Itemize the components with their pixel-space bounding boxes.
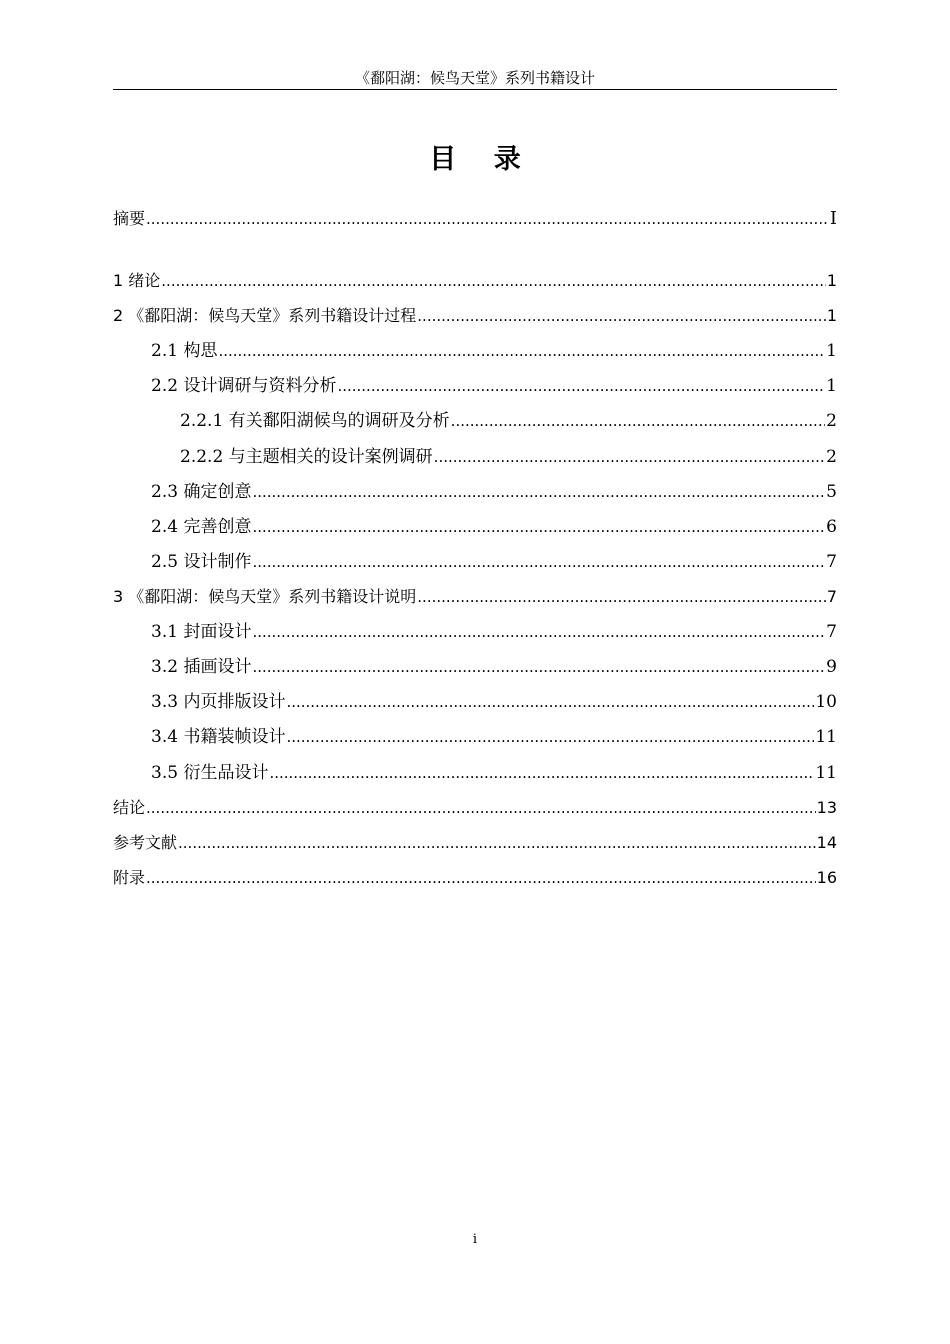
toc-label: 2.4 完善创意	[151, 517, 252, 537]
toc-page: 1	[826, 341, 837, 361]
toc-label: 2.2.1 有关鄱阳湖候鸟的调研及分析	[180, 411, 450, 431]
toc-entry-ch3[interactable]	[113, 584, 837, 610]
toc-entry-abstract[interactable]	[113, 206, 837, 232]
toc-label: 附录	[113, 868, 146, 887]
toc-entry-references[interactable]	[113, 830, 837, 856]
toc-entry-conclusion[interactable]	[113, 795, 837, 821]
toc-leader	[161, 268, 826, 294]
toc-entry-2-2[interactable]	[113, 373, 837, 399]
toc-label: 3.5 衍生品设计	[151, 763, 269, 783]
toc-label: 参考文献	[113, 833, 178, 852]
toc-leader	[252, 549, 825, 575]
toc-entry-2-5[interactable]	[113, 549, 837, 575]
toc-label: 1 绪论	[113, 271, 161, 290]
toc-entry-2-4[interactable]	[113, 514, 837, 540]
toc-entry-2-1[interactable]	[113, 338, 837, 364]
toc-entry-appendix[interactable]	[113, 865, 837, 891]
running-header: 《鄱阳湖：候鸟天堂》系列书籍设计	[354, 69, 595, 87]
toc-label: 2.1 构思	[151, 341, 218, 361]
toc-page: 7	[826, 622, 837, 642]
toc-page: 11	[815, 763, 837, 783]
toc-leader	[252, 654, 825, 680]
toc-entry-3-1[interactable]	[113, 619, 837, 645]
toc-page: 2	[826, 411, 837, 431]
toc-page: 1	[826, 271, 837, 290]
toc-page: 10	[815, 692, 837, 712]
toc-leader	[286, 689, 814, 715]
toc-page: 5	[826, 482, 837, 502]
page-number: i	[472, 1232, 478, 1247]
toc-page: 1	[826, 306, 837, 325]
toc-entry-2-2-2[interactable]	[113, 444, 837, 470]
toc-entry-3-5[interactable]	[113, 760, 837, 786]
toc-label: 3 《鄱阳湖：候鸟天堂》系列书籍设计说明	[113, 587, 417, 606]
toc-page: 6	[826, 517, 837, 537]
toc-entry-2-3[interactable]	[113, 479, 837, 505]
toc-label: 3.4 书籍装帧设计	[151, 727, 286, 747]
toc-label: 摘要	[113, 209, 146, 228]
toc-leader	[252, 619, 825, 645]
toc-leader	[252, 514, 825, 540]
toc-label: 3.3 内页排版设计	[151, 692, 286, 712]
toc-leader	[146, 795, 816, 821]
toc-page: I	[829, 208, 837, 229]
toc-leader	[178, 830, 816, 856]
toc-leader	[417, 584, 826, 610]
toc-page: 13	[816, 798, 837, 817]
toc-entry-2-2-1[interactable]	[113, 408, 837, 434]
toc-page: 14	[816, 833, 837, 852]
toc-entry-3-3[interactable]	[113, 689, 837, 715]
toc-page: 11	[815, 727, 837, 747]
toc-leader	[218, 338, 825, 364]
toc-page: 16	[816, 868, 837, 887]
toc-leader	[252, 479, 825, 505]
toc-entry-ch2[interactable]	[113, 303, 837, 329]
toc-label: 3.1 封面设计	[151, 622, 252, 642]
toc-page: 1	[826, 376, 837, 396]
toc-leader	[269, 760, 814, 786]
toc-entry-3-2[interactable]	[113, 654, 837, 680]
header-rule	[113, 89, 837, 90]
toc-label: 2.5 设计制作	[151, 552, 252, 572]
title-char-2: 录	[493, 144, 521, 175]
toc-label: 2.2.2 与主题相关的设计案例调研	[180, 447, 433, 467]
toc-label: 2 《鄱阳湖：候鸟天堂》系列书籍设计过程	[113, 306, 417, 325]
title-char-1: 目	[429, 144, 457, 175]
toc-leader	[286, 724, 814, 750]
toc-label: 结论	[113, 798, 146, 817]
toc-leader	[451, 408, 826, 434]
toc-label: 3.2 插画设计	[151, 657, 252, 677]
toc-page: 7	[826, 552, 837, 572]
toc-page: 9	[826, 657, 837, 677]
toc-leader	[434, 444, 826, 470]
toc-leader	[146, 206, 829, 232]
toc-page: 2	[826, 447, 837, 467]
toc-label: 2.3 确定创意	[151, 482, 252, 502]
toc-label: 2.2 设计调研与资料分析	[151, 376, 337, 396]
page-title	[113, 140, 837, 180]
toc-page: 7	[826, 587, 837, 606]
toc-entry-3-4[interactable]	[113, 724, 837, 750]
toc-leader	[417, 303, 826, 329]
toc-leader	[146, 865, 816, 891]
toc-entry-ch1[interactable]	[113, 268, 837, 294]
toc-leader	[337, 373, 825, 399]
